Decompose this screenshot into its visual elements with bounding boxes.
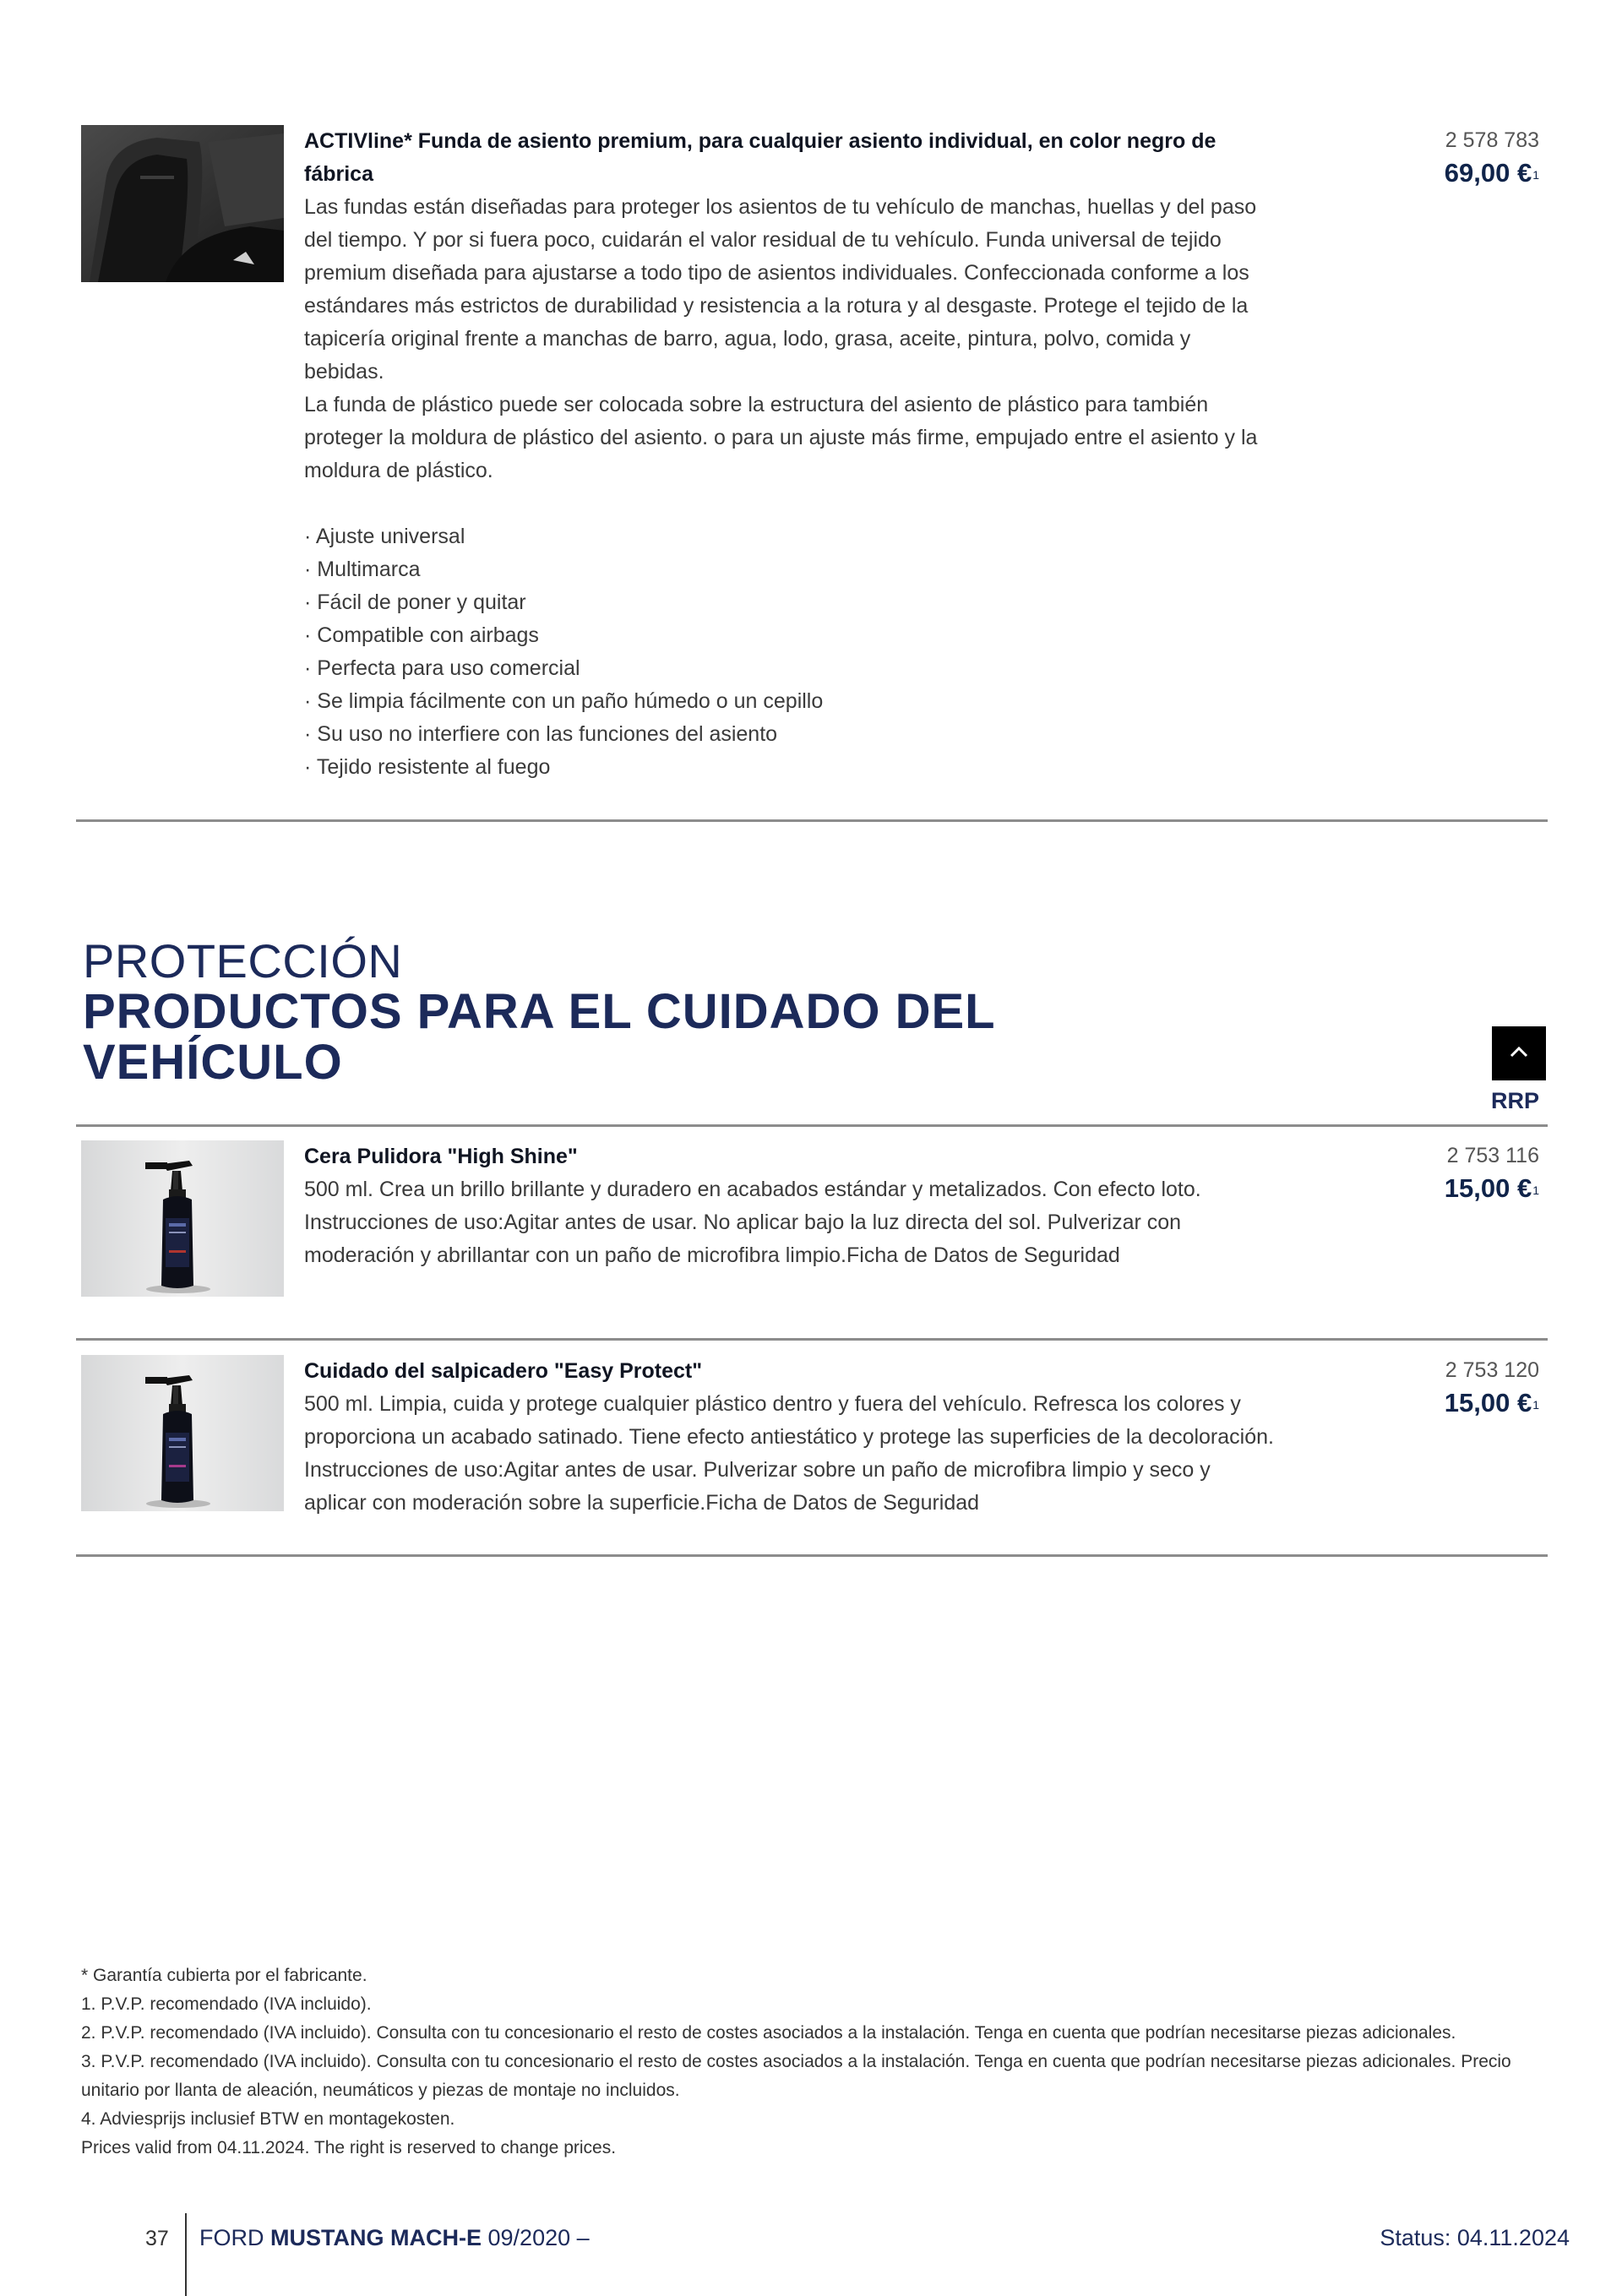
- feature-item: · Multimarca: [304, 558, 421, 581]
- back-to-top-button[interactable]: [1492, 1026, 1546, 1080]
- brand-name: FORD: [199, 2225, 264, 2250]
- footnote: 1. P.V.P. recomendado (IVA incluido).: [81, 1994, 372, 2014]
- footnote: 4. Adviesprijs inclusief BTW en montagekosten.: [81, 2109, 455, 2129]
- product-description: [304, 1173, 1276, 1272]
- footnote: Prices valid from 04.11.2024. The right is reserved to change prices.: [81, 2138, 617, 2157]
- divider: [76, 1124, 1548, 1127]
- product-title: Cera Pulidora "High Shine": [304, 1145, 578, 1168]
- feature-list: [304, 520, 1276, 784]
- feature-item: · Fácil de poner y quitar: [304, 590, 526, 614]
- description-paragraph: La funda de plástico puede ser colocada sobre la estructura del asiento de plástico para también proteger la moldura de plástico del asiento. o para un ajuste más firme, empujado entre el asiento y la moldura de plástico.: [304, 393, 1258, 482]
- feature-item: · Tejido resistente al fuego: [304, 755, 551, 779]
- section-title: PRODUCTOS PARA EL CUIDADO DEL VEHÍCULO: [83, 984, 995, 1090]
- price: [1445, 1171, 1539, 1206]
- product-description: [304, 191, 1276, 487]
- product-description: [304, 1388, 1276, 1520]
- chevron-up-icon: [1510, 1046, 1528, 1062]
- price: [1445, 1385, 1539, 1421]
- footnote: 3. P.V.P. recomendado (IVA incluido). Consulta con tu concesionario el resto de costes asociados a la instalación. Tenga en cuenta que podrían necesitarse piezas adicionales. Precio unitario por llanta de aleación, neumáticos y piezas de montaje no incluidos.: [81, 2052, 1511, 2100]
- price-footnote-ref: 1: [1532, 168, 1539, 182]
- price-column: [1445, 1355, 1539, 1421]
- seat-cover-content: [304, 125, 1276, 784]
- price-value: 15,00 €: [1444, 1173, 1532, 1203]
- status-date: Status: 04.11.2024: [1380, 2225, 1570, 2250]
- footnotes: [81, 1961, 1568, 2163]
- high-shine-image: [81, 1140, 284, 1297]
- rrp-label: RRP: [1490, 1088, 1539, 1113]
- description-paragraph: Instrucciones de uso:Agitar antes de usar. Pulverizar sobre un paño de microfibra limpio y seco y aplicar con moderación sobre la superficie.Ficha de Datos de Seguridad: [304, 1458, 1211, 1515]
- description-paragraph: 500 ml. Crea un brillo brillante y duradero en acabados estándar y metalizados. Con efecto loto.: [304, 1178, 1201, 1201]
- easy-protect-content: [304, 1355, 1276, 1520]
- footnote: 2. P.V.P. recomendado (IVA incluido). Consulta con tu concesionario el resto de costes asociados a la instalación. Tenga en cuenta que podrían necesitarse piezas adicionales.: [81, 2023, 1456, 2043]
- feature-item: · Se limpia fácilmente con un paño húmedo o un cepillo: [304, 689, 824, 713]
- feature-item: · Su uso no interfiere con las funciones del asiento: [304, 722, 778, 746]
- footnote: * Garantía cubierta por el fabricante.: [81, 1966, 367, 1985]
- high-shine-content: [304, 1140, 1276, 1272]
- page-number: 37: [145, 2227, 169, 2250]
- feature-item: · Ajuste universal: [304, 525, 465, 548]
- price-value: 15,00 €: [1444, 1388, 1532, 1417]
- easy-protect-image: [81, 1355, 284, 1511]
- part-number: 2 753 116: [1446, 1144, 1539, 1167]
- description-paragraph: 500 ml. Limpia, cuida y protege cualquier plástico dentro y fuera del vehículo. Refresca los colores y proporciona un acabado satinado. Tiene efecto antiestático y protege las superficies de la decoloración.: [304, 1392, 1274, 1449]
- part-number: 2 753 120: [1445, 1358, 1539, 1382]
- divider: [76, 819, 1548, 822]
- model-year: 09/2020 –: [487, 2225, 590, 2250]
- feature-item: · Perfecta para uso comercial: [304, 656, 580, 680]
- section-pre-title: PROTECCIÓN: [83, 934, 403, 987]
- price-footnote-ref: 1: [1532, 1398, 1539, 1412]
- product-title: Cuidado del salpicadero "Easy Protect": [304, 1359, 703, 1383]
- part-number: 2 578 783: [1445, 128, 1539, 152]
- divider: [76, 1338, 1548, 1341]
- product-title: ACTIVline* Funda de asiento premium, para cualquier asiento individual, en color negro de fábrica: [304, 129, 1216, 186]
- feature-item: · Compatible con airbags: [304, 623, 539, 647]
- price-column: [1445, 125, 1539, 191]
- model-name: MUSTANG MACH-E: [270, 2225, 482, 2250]
- price: [1445, 155, 1539, 191]
- seat-cover-image: [81, 125, 284, 282]
- document-title: [199, 2225, 590, 2251]
- divider: [76, 1554, 1548, 1557]
- footer-divider: [185, 2213, 187, 2296]
- description-paragraph: Instrucciones de uso:Agitar antes de usar. No aplicar bajo la luz directa del sol. Pulverizar con moderación y abrillantar con un paño de microfibra limpio.Ficha de Datos de Seguridad: [304, 1211, 1182, 1267]
- price-value: 69,00 €: [1444, 158, 1532, 188]
- description-paragraph: Las fundas están diseñadas para proteger los asientos de tu vehículo de manchas, huellas y del paso del tiempo. Y por si fuera poco, cuidarán el valor residual de tu vehículo. Funda universal de tejido premium diseñada para ajustarse a todo tipo de asientos individuales. Confeccionada conforme a los estándares más estrictos de durabilidad y resistencia a la rotura y al desgaste. Protege el tejido de la tapicería original frente a manchas de barro, agua, lodo, grasa, aceite, pintura, polvo, comida y bebidas.: [304, 195, 1257, 384]
- page-footer: [0, 2213, 1622, 2296]
- price-column: [1445, 1140, 1539, 1206]
- price-footnote-ref: 1: [1532, 1183, 1539, 1197]
